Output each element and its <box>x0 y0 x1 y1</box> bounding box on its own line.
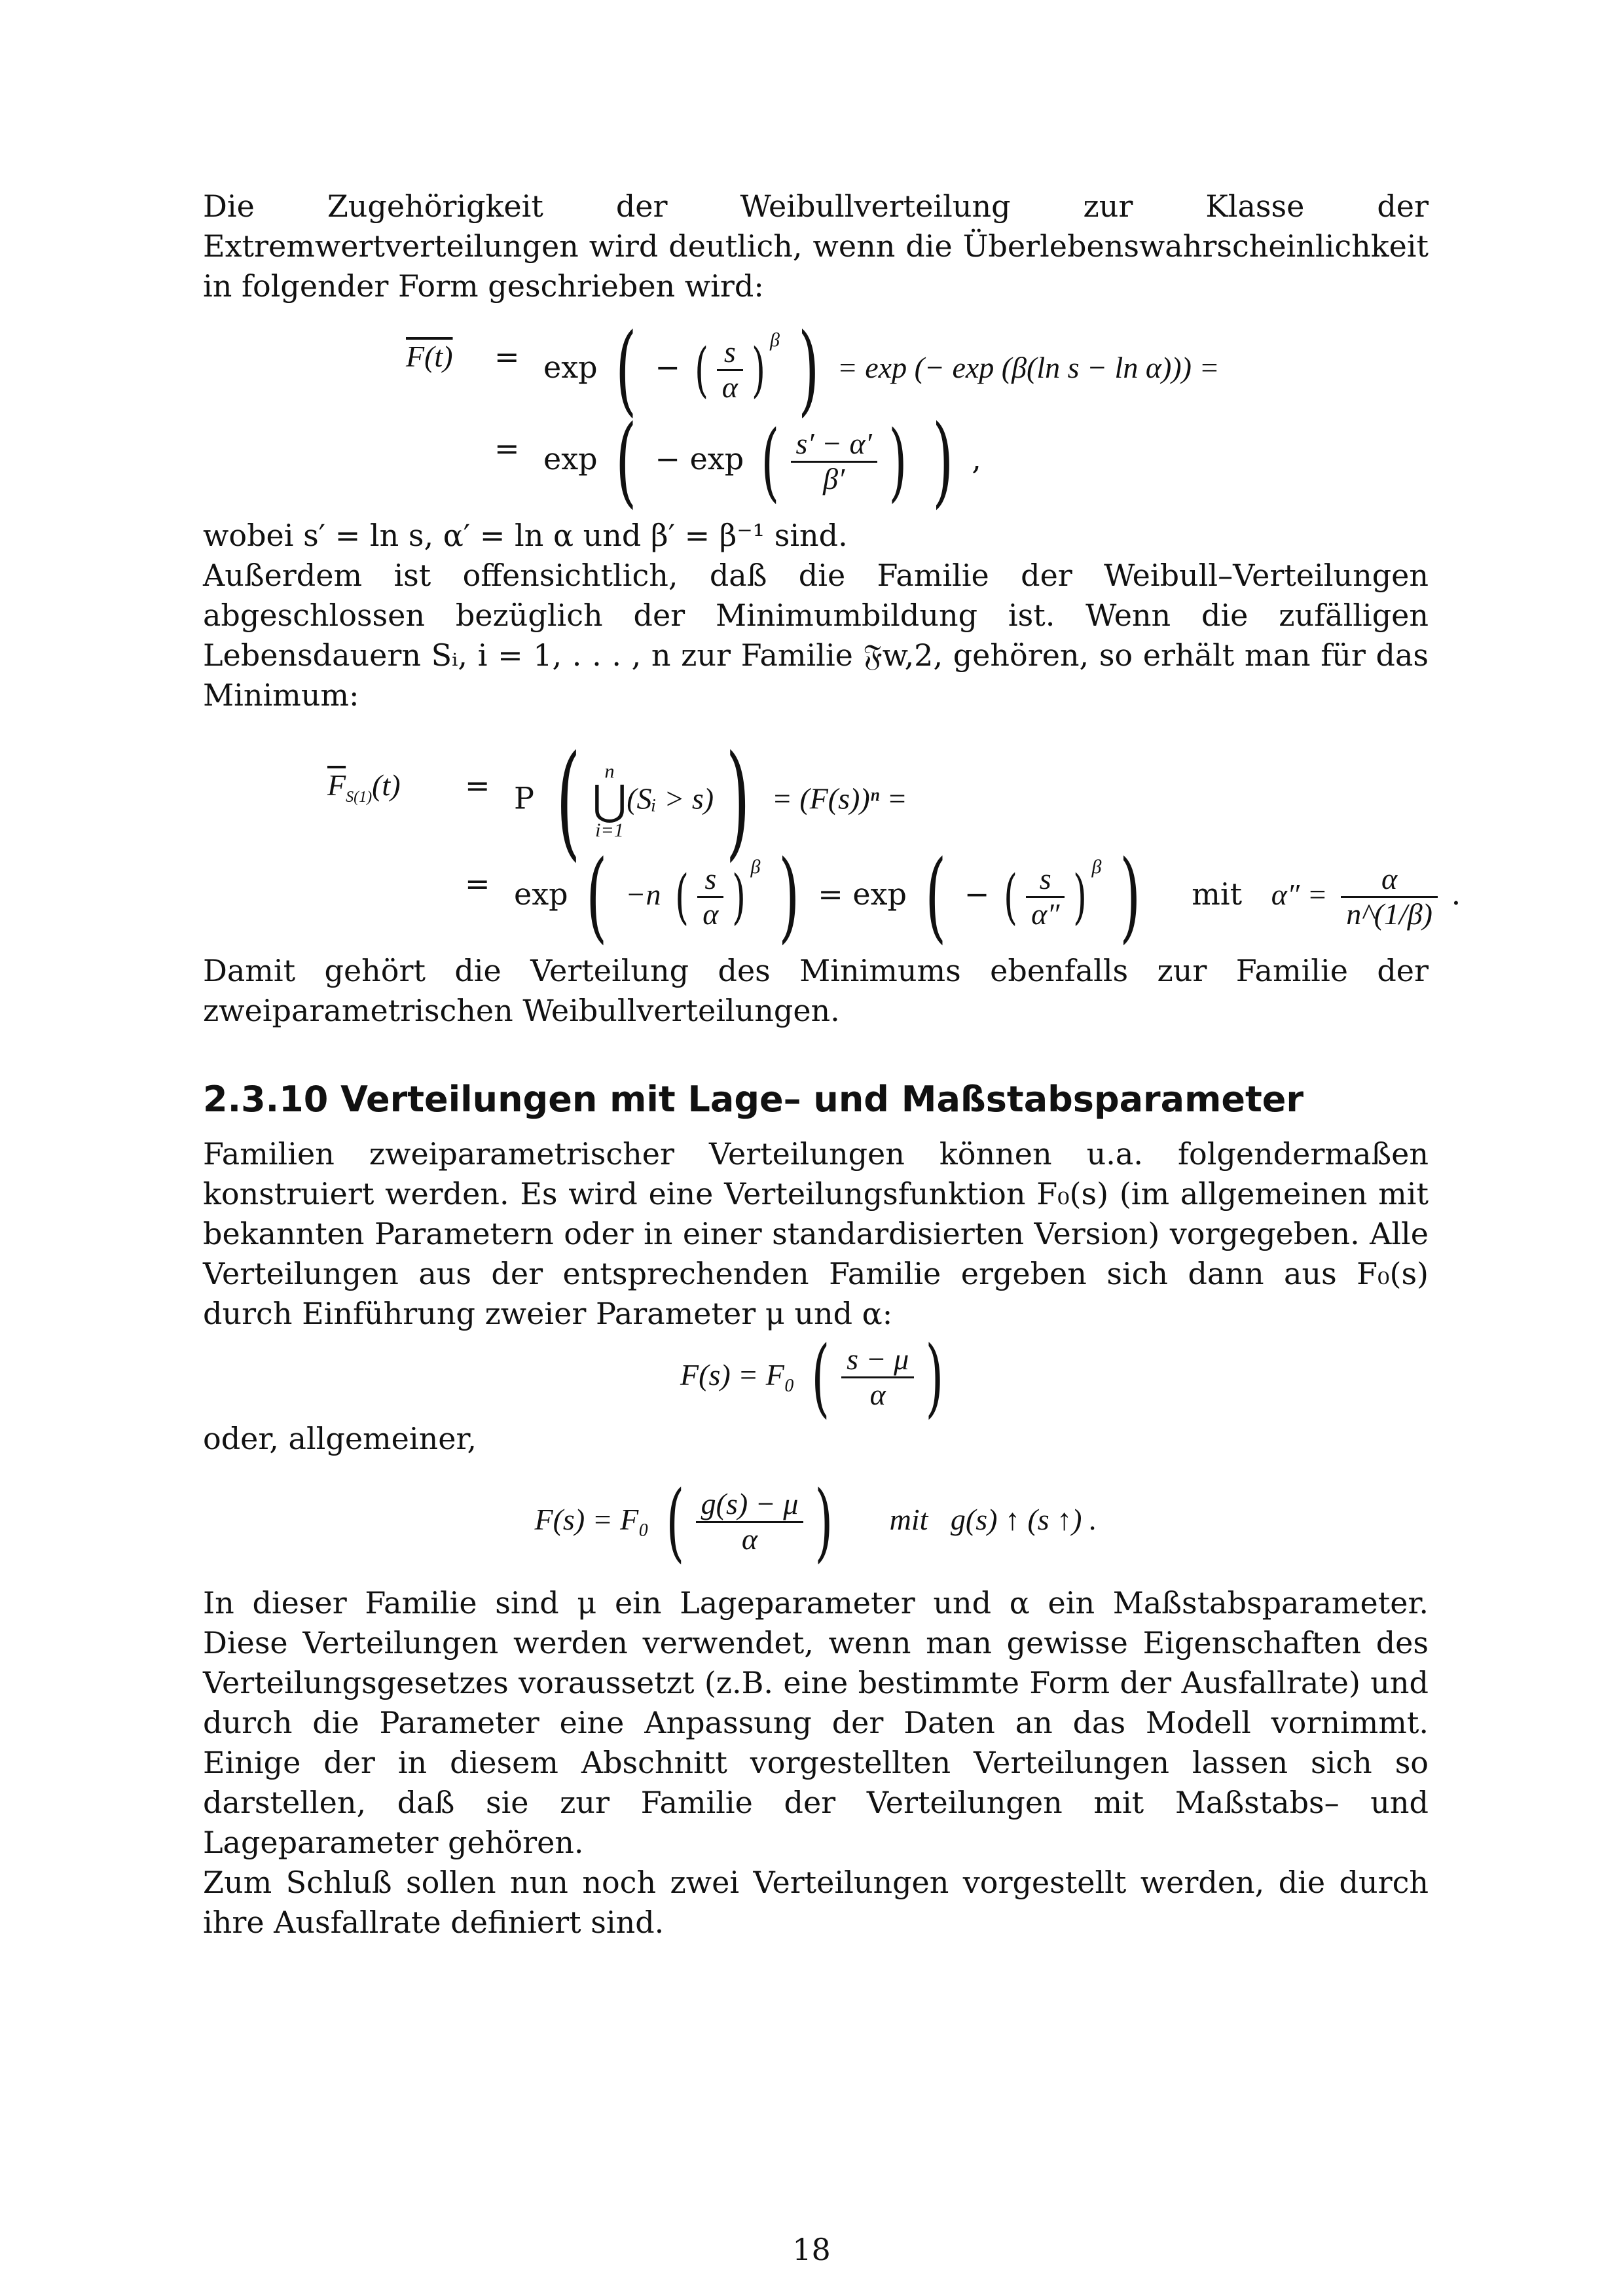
page-number: 18 <box>792 2232 831 2267</box>
eq2-eq-sign-2: = <box>465 866 490 901</box>
equation-minimum <box>203 728 1461 954</box>
equation-weibull-survival <box>203 313 1429 518</box>
page-content <box>203 187 1461 1943</box>
eq1-row1-rhs: exp ( − ( $\frac{s}{\alpha}$ ) $^\beta$ ) = exp (− exp (β(ln s − ln α))) = <box>543 313 1220 427</box>
paragraph-wobei: wobei s′ = ln s, α′ = ln α und β′ = β⁻¹ sind. <box>203 518 848 553</box>
eq1-row2-rhs: exp ( − exp ( $\frac{s' - \alpha'}{\beta'}$ ) ) , <box>543 404 981 518</box>
paragraph-oder: oder, allgemeiner, <box>203 1421 477 1456</box>
paragraph-intro: Die Zugehörigkeit der Weibullverteilung zur Klasse der Extremwertverteilungen wird deutlich, wenn die Überlebenswahrscheinlichkeit in folgender Form geschrieben wird: <box>203 188 1429 304</box>
paragraph-ausserdem: Außerdem ist offensichtlich, daß die Familie der Weibull–Verteilungen abgeschlossen bezüglich der Minimumbildung ist. Wenn die zufälligen Lebensdauern Sᵢ, i = 1, . . . , n zur Familie 𝔉w,2, gehören, so erhält man für das Minimum: <box>203 558 1429 713</box>
eq1-eq-sign-1: = <box>494 339 520 374</box>
eq1-eq-sign-2: = <box>494 431 520 466</box>
eq1-lhs: F(t) <box>406 340 453 373</box>
equation-f0-general: F(s) = F₀ ( $\frac{g(s) - \mu}{\alpha}$ ) mit g(s) ↑ (s ↑) . <box>534 1472 1097 1571</box>
section-heading: 2.3.10 Verteilungen mit Lage– und Maßstabsparameter <box>203 1079 1304 1120</box>
eq2-eq-sign-1: = <box>465 768 490 803</box>
paragraph-familien: Familien zweiparametrischer Verteilungen können u.a. folgendermaßen konstruiert werden. Es wird eine Verteilungsfunktion F₀(s) (im allgemeinen mit bekannten Parametern oder in einer standardisierten Version) vorgegeben. Alle Verteilungen aus der entsprechenden Familie ergeben sich dann aus F₀(s) durch Einführung zweier Parameter μ und α: <box>203 1136 1429 1331</box>
paragraph-familie: In dieser Familie sind μ ein Lageparameter und α ein Maßstabsparameter. Diese Verteilungen werden verwendet, wenn man gewisse Eigenschaften des Verteilungsgesetzes voraussetzt (z.B. eine bestimmte Form der Ausfallrate) und durch die Parameter eine Anpassung der Daten an das Modell vornimmt. Einige der in diesem Abschnitt vorgestellten Verteilungen lassen sich so darstellen, daß sie zur Familie der Verteilungen mit Maßstabs– und Lageparameter gehören. <box>203 1585 1429 1860</box>
eq2-lhs: $\overline{F}_{S(1)}(t)$ <box>327 768 401 806</box>
eq2-row2-rhs: exp ( −n ( $\frac{s}{\alpha}$ ) $^\beta$ ) = exp ( − ( $\frac{s}{\alpha''}$ ) $^\beta$ ) mit α″ = $\frac{\alpha}{n\^{}(1/\beta)}$ . <box>514 840 1461 954</box>
eq2-row1-rhs: P ( n ⋃ i=1 (Sᵢ > s)) = (F(s))ⁿ = <box>514 728 907 873</box>
equation-f0-standard: F(s) = F₀ ( $\frac{s - \mu}{\alpha}$ ) <box>680 1327 944 1427</box>
paragraph-damit: Damit gehört die Verteilung des Minimums ebenfalls zur Familie der zweiparametrischen Weibullverteilungen. <box>203 953 1429 1028</box>
paragraph-schluss: Zum Schluß sollen nun noch zwei Verteilungen vorgestellt werden, die durch ihre Ausfallrate definiert sind. <box>203 1865 1429 1940</box>
